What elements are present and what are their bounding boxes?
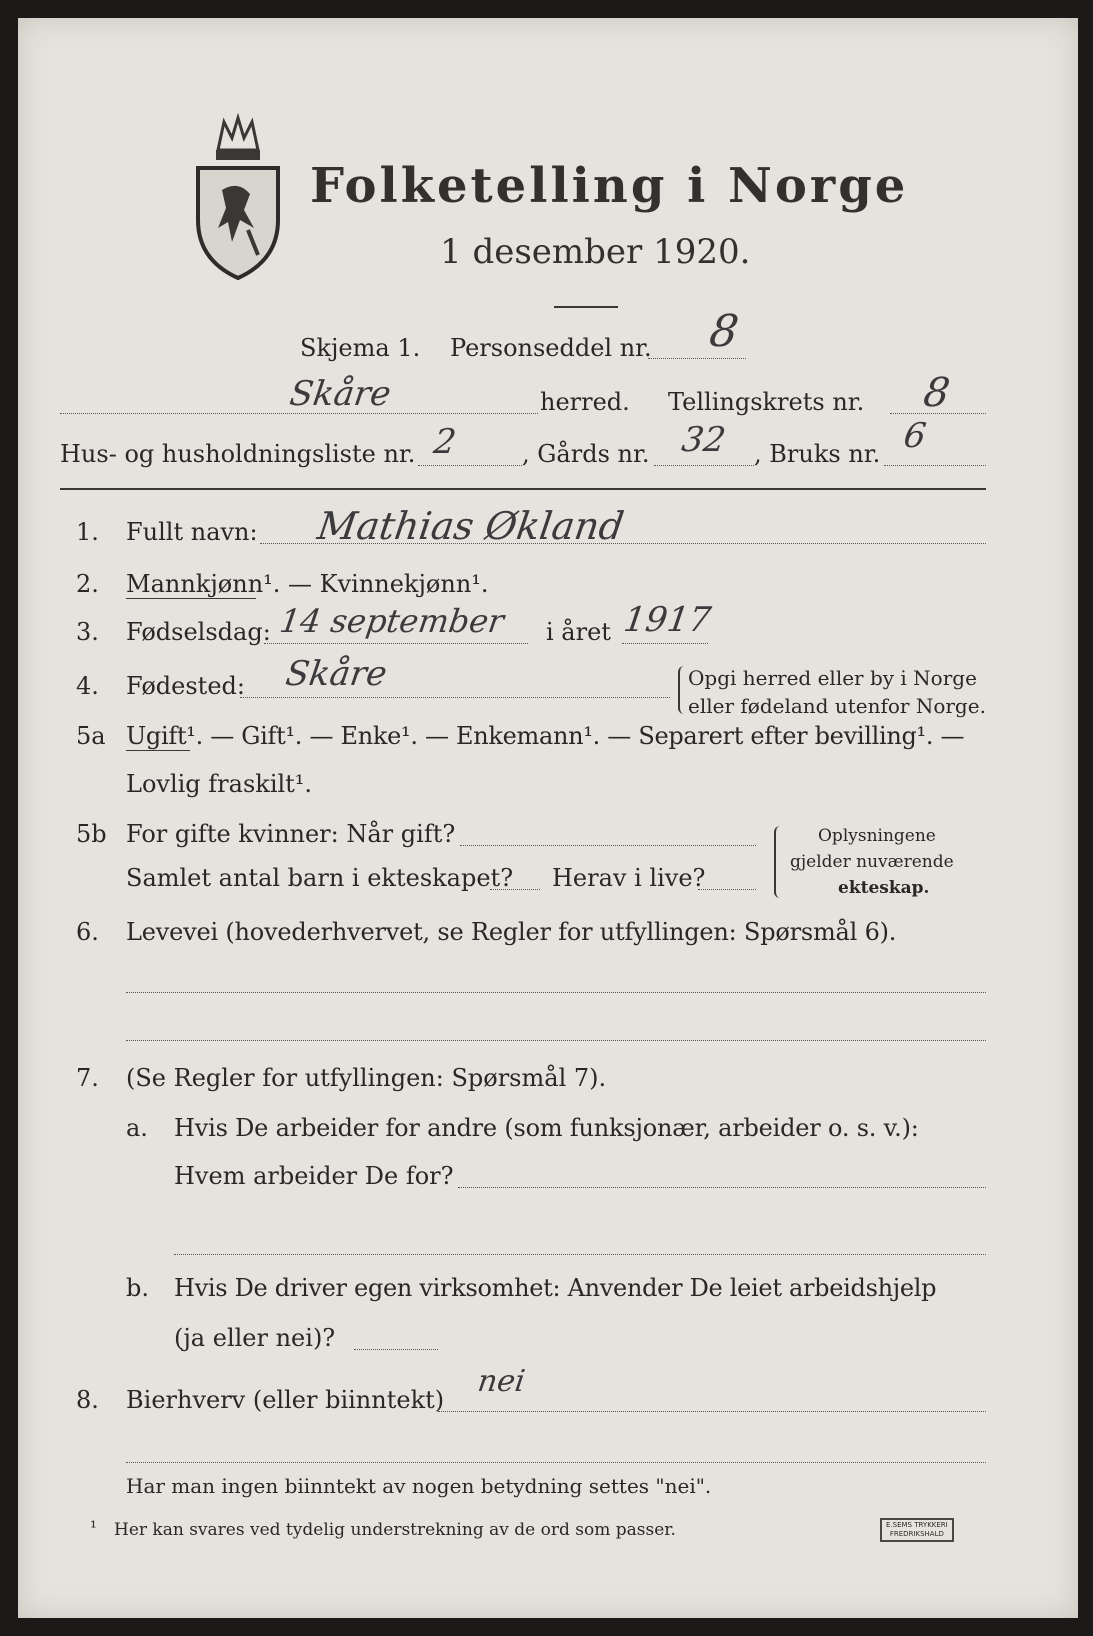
footnote-mark: ¹ (90, 1518, 97, 1538)
coat-of-arms-icon (188, 110, 288, 285)
q7-label: (Se Regler for utfyllingen: Spørsmål 7). (126, 1064, 607, 1092)
q7a-employer-line (458, 1187, 986, 1188)
q4-value: Skåre (283, 654, 390, 694)
q7a-line2: Hvem arbeider De for? (174, 1162, 454, 1190)
bruks-line (884, 465, 986, 466)
q1-value: Mathias Økland (314, 504, 627, 548)
q6-line2 (126, 1040, 986, 1041)
q5b-note2: gjelder nuværende (790, 852, 954, 872)
q3-line (264, 643, 528, 644)
personseddel-label: Personseddel nr. (450, 334, 652, 362)
bruks-value: 6 (901, 416, 929, 456)
q5a-underline-mark (126, 750, 190, 751)
q7-number: 7. (76, 1064, 99, 1092)
q2-label: Mannkjønn¹. — Kvinnekjønn¹. (126, 570, 489, 598)
header-divider (60, 488, 986, 490)
q2-underline-mark (126, 598, 256, 599)
q4-line (240, 697, 670, 698)
gards-line (654, 465, 754, 466)
q7a-line1: Hvis De arbeider for andre (som funksjonær, arbeider o. s. v.): (174, 1114, 919, 1142)
q8-value: nei (475, 1364, 528, 1399)
stamp-line2: FREDRIKSHALD (889, 1530, 944, 1538)
q5a-line1: Ugift¹. — Gift¹. — Enke¹. — Enkemann¹. — Separert efter bevilling¹. — (126, 722, 965, 750)
footnote-text: Her kan svares ved tydelig understrekning av de ord som passer. (114, 1520, 676, 1540)
title-divider (554, 306, 618, 308)
stamp-line1: E.SEMS TRYKKERI (886, 1521, 948, 1529)
q3-year-label: i året (546, 618, 611, 646)
tellingskrets-value: 8 (920, 370, 953, 416)
q7a-number: a. (126, 1114, 148, 1142)
q5b-line2a: Samlet antal barn i ekteskapet? (126, 864, 514, 892)
herred-label: herred. (540, 388, 630, 416)
q5b-married-line (460, 845, 756, 846)
q5a-number: 5a (76, 722, 106, 750)
husholdningsliste-value: 2 (431, 422, 459, 462)
q3-year-value: 1917 (621, 600, 714, 640)
q1-number: 1. (76, 518, 99, 546)
q8-line (438, 1411, 986, 1412)
census-date: 1 desember 1920. (440, 232, 751, 272)
q7b-number: b. (126, 1274, 149, 1302)
q5a-line2: Lovlig fraskilt¹. (126, 770, 313, 798)
q7b-answer-line (354, 1349, 438, 1350)
q6-number: 6. (76, 918, 99, 946)
q3-number: 3. (76, 618, 99, 646)
q8-number: 8. (76, 1386, 99, 1414)
q3-value: 14 september (277, 602, 507, 640)
q3-label: Fødselsdag: (126, 618, 271, 646)
personseddel-value: 8 (706, 306, 742, 357)
q4-note-line2: eller fødeland utenfor Norge. (688, 694, 986, 718)
q5b-children-line (490, 889, 540, 890)
census-form (18, 18, 1078, 1618)
footer-note: Har man ingen biinntekt av nogen betydning settes "nei". (126, 1474, 712, 1498)
q6-line1 (126, 992, 986, 993)
q4-number: 4. (76, 672, 99, 700)
schema-label: Skjema 1. (300, 334, 421, 362)
q7a-extra-line (174, 1254, 986, 1255)
tellingskrets-label: Tellingskrets nr. (668, 388, 865, 416)
bruks-label: , Bruks nr. (754, 440, 881, 468)
husholdningsliste-line (418, 465, 522, 466)
q8-label: Bierhverv (eller biinntekt) (126, 1386, 445, 1414)
q7b-line2: (ja eller nei)? (174, 1324, 336, 1352)
q8-extra-line (126, 1462, 986, 1463)
herred-value: Skåre (287, 374, 394, 414)
q5b-line1: For gifte kvinner: Når gift? (126, 820, 456, 848)
printer-stamp (880, 1518, 954, 1542)
q4-note-line1: Opgi herred eller by i Norge (688, 666, 977, 690)
q6-label: Levevei (hovederhvervet, se Regler for utfyllingen: Spørsmål 6). (126, 918, 897, 946)
q5b-line2b: Herav i live? (552, 864, 706, 892)
gards-value: 32 (679, 420, 729, 460)
husholdningsliste-label: Hus- og husholdningsliste nr. (60, 440, 416, 468)
q4-note-bracket (678, 666, 686, 714)
q5b-number: 5b (76, 820, 107, 848)
q7b-line1: Hvis De driver egen virksomhet: Anvender De leiet arbeidshjelp (174, 1274, 937, 1302)
personseddel-line (648, 358, 746, 359)
q2-number: 2. (76, 570, 99, 598)
q5b-note-bracket (774, 826, 784, 898)
q5b-note3: ekteskap. (838, 878, 930, 898)
gards-label: , Gårds nr. (522, 440, 650, 468)
q3-year-line (622, 643, 708, 644)
q1-label: Fullt navn: (126, 518, 258, 546)
q5b-alive-line (698, 889, 756, 890)
q5b-note1: Oplysningene (818, 826, 936, 846)
form-title: Folketelling i Norge (310, 158, 909, 214)
q4-label: Fødested: (126, 672, 245, 700)
